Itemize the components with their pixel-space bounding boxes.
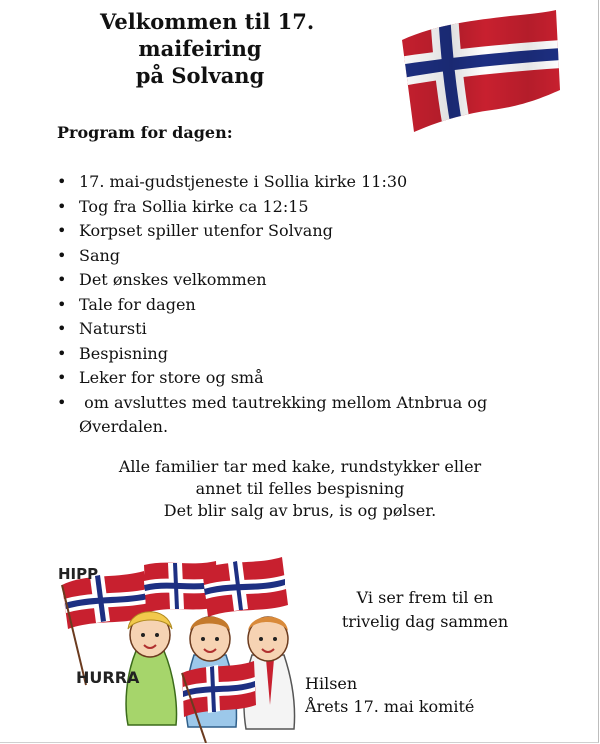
info-line-2: annet til felles bespisning	[195, 479, 405, 498]
signature-greeting: Hilsen	[305, 674, 358, 693]
program-item-text: Korpset spiller utenfor Solvang	[79, 221, 333, 240]
signature-committee: Årets 17. mai komité	[305, 697, 475, 716]
program-item-text: 17. mai-gudstjeneste i Sollia kirke 11:30	[79, 172, 408, 191]
closing-message	[330, 586, 520, 634]
bullet-icon: •	[57, 245, 67, 265]
program-heading: Program for dagen:	[57, 123, 233, 142]
program-item-text: Bespisning	[79, 343, 168, 363]
hipp-text: HIPP	[58, 565, 99, 583]
program-item-text: Det ønskes velkommen	[79, 270, 267, 289]
program-item-text: Tale for dagen	[79, 294, 196, 314]
program-item	[55, 244, 495, 269]
children-with-flags-illustration	[56, 555, 304, 743]
bullet-icon: •	[57, 294, 67, 314]
bullet-icon: •	[57, 368, 67, 387]
bullet-icon: •	[57, 172, 67, 191]
title-line-1: Velkommen til 17.	[100, 9, 315, 34]
program-item	[55, 317, 495, 342]
food-info	[100, 456, 500, 522]
title-line-2: maifeiring	[138, 36, 262, 61]
program-item-text: Natursti	[79, 319, 147, 338]
bullet-icon: •	[57, 196, 67, 216]
hurra-text: HURRA	[76, 668, 140, 687]
info-line-3: Det blir salg av brus, is og pølser.	[163, 501, 437, 520]
bullet-icon: •	[57, 319, 67, 338]
closing-line-2: trivelig dag sammen	[341, 612, 509, 631]
bullet-icon: •	[57, 392, 67, 412]
closing-line-1: Vi ser frem til en	[356, 588, 494, 607]
flag-right-icon	[202, 557, 288, 617]
program-item	[55, 268, 495, 293]
program-item-text: om avsluttes med tautrekking mellom Atnbrua og Øverdalen.	[79, 392, 493, 436]
program-item	[55, 366, 495, 391]
bullet-icon: •	[57, 343, 67, 363]
program-item-text: Leker for store og små	[79, 368, 264, 387]
program-item-text: Sang	[79, 245, 121, 265]
title-line-3: på Solvang	[135, 63, 265, 88]
bullet-icon: •	[57, 221, 67, 240]
flag-foreground-icon	[182, 661, 256, 743]
program-item	[55, 170, 495, 195]
program-item	[55, 195, 495, 220]
signature	[305, 672, 474, 718]
page-title	[100, 8, 315, 89]
program-item	[55, 342, 495, 367]
program-item	[55, 219, 495, 244]
program-item-text: Tog fra Sollia kirke ca 12:15	[79, 196, 309, 216]
program-item	[55, 293, 495, 318]
norwegian-flag-image	[392, 10, 562, 134]
program-item	[55, 391, 495, 440]
bullet-icon: •	[57, 270, 67, 289]
info-line-1: Alle familier tar med kake, rundstykker eller	[118, 457, 482, 476]
program-list	[55, 170, 495, 440]
